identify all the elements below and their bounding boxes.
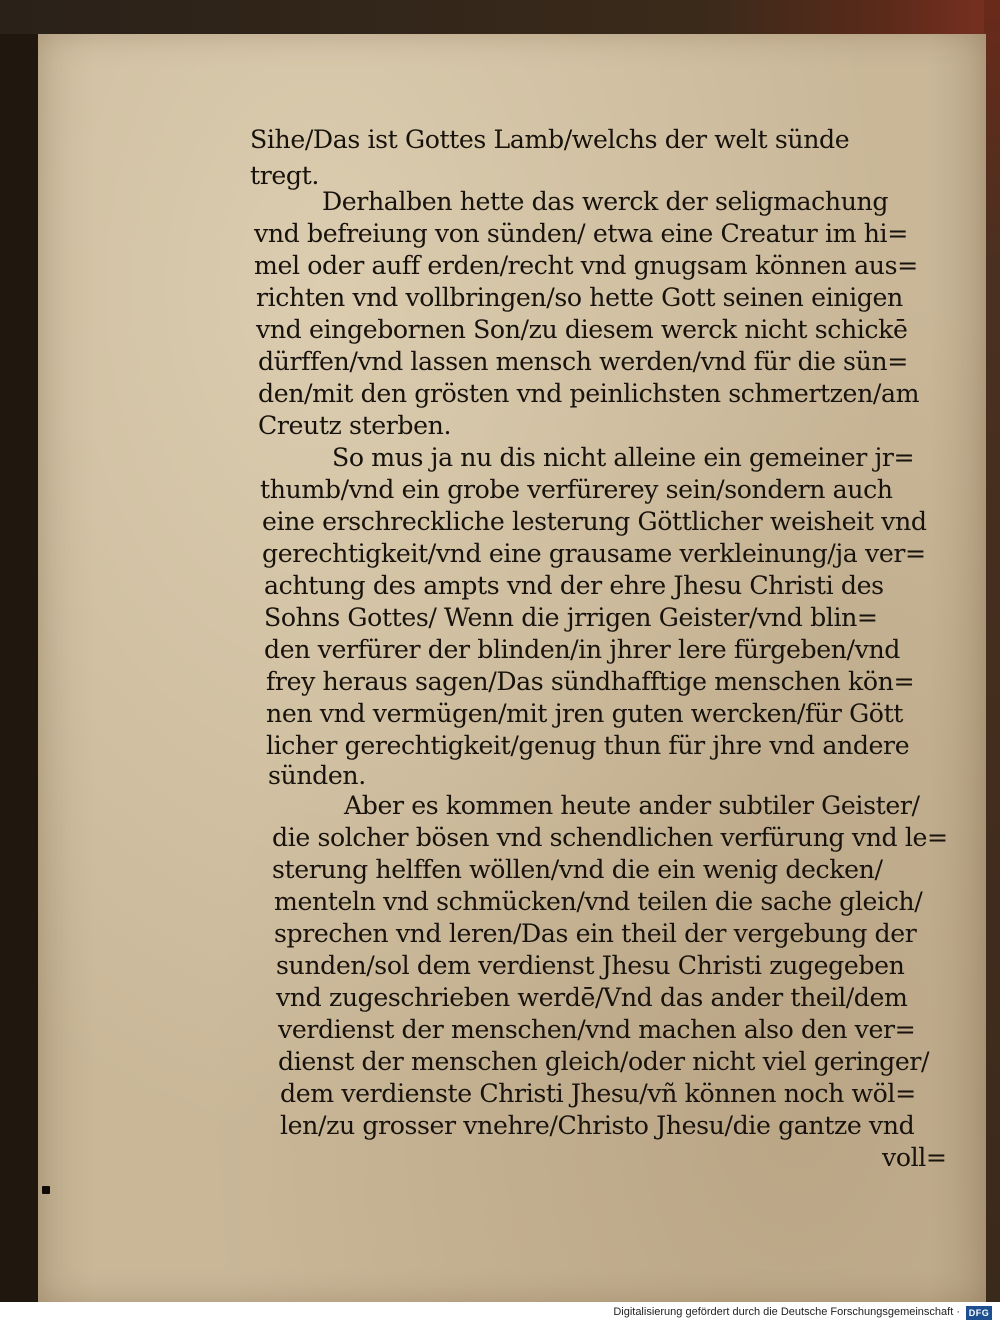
text-line: sprechen vnd leren/Das ein theil der vergebung der xyxy=(274,919,917,948)
text-line: mel oder auff erden/recht vnd gnugsam können aus= xyxy=(254,251,918,280)
text-line: den/mit den grösten vnd peinlichsten schmertzen/am xyxy=(258,379,920,408)
text-line: Sohns Gottes/ Wenn die jrrigen Geister/vnd blin= xyxy=(264,603,878,632)
text-line: tregt. xyxy=(250,161,319,190)
text-line: dürffen/vnd lassen mensch werden/vnd für die sün= xyxy=(258,347,908,376)
text-line: vnd zugeschrieben werdē/Vnd das ander theil/dem xyxy=(276,983,908,1012)
text-line: vnd befreiung von sünden/ etwa eine Creatur im hi= xyxy=(254,219,908,248)
text-line: Derhalben hette das werck der seligmachung xyxy=(322,187,889,216)
text-line: nen vnd vermügen/mit jren guten wercken/für Gött xyxy=(266,699,904,728)
text-line: Aber es kommen heute ander subtiler Geister/ xyxy=(344,791,920,820)
text-line: licher gerechtigkeit/genug thun für jhre vnd andere xyxy=(266,731,910,760)
text-line: eine erschreckliche lesterung Göttlicher weisheit vnd xyxy=(262,507,927,536)
text-line: Sihe/Das ist Gottes Lamb/welchs der welt sünde xyxy=(250,125,850,154)
text-line: menteln vnd schmücken/vnd teilen die sache gleich/ xyxy=(274,887,923,916)
dfg-logo-icon[interactable]: DFG xyxy=(966,1306,992,1320)
text-line: sünden. xyxy=(268,761,366,790)
text-line: den verfürer der blinden/in jhrer lere fürgeben/vnd xyxy=(264,635,900,664)
text-line: die solcher bösen vnd schendlichen verfürung vnd le= xyxy=(272,823,948,852)
text-line: frey heraus sagen/Das sündhafftige menschen kön= xyxy=(266,667,915,696)
text-line: achtung des ampts vnd der ehre Jhesu Christi des xyxy=(264,571,884,600)
footer-bar xyxy=(0,1302,1000,1324)
text-line: richten vnd vollbringen/so hette Gott seinen einigen xyxy=(256,283,903,312)
scanner-edge-top xyxy=(0,0,1000,34)
catchword: voll= xyxy=(882,1143,947,1172)
text-line: vnd eingebornen Son/zu diesem werck nicht schickē xyxy=(256,315,908,344)
text-line: So mus ja nu dis nicht alleine ein gemeiner jr= xyxy=(332,443,915,472)
text-line: dienst der menschen gleich/oder nicht viel geringer/ xyxy=(278,1047,930,1076)
text-line: gerechtigkeit/vnd eine grausame verkleinung/ja ver= xyxy=(262,539,926,568)
text-line: Creutz sterben. xyxy=(258,411,452,440)
text-line: sunden/sol dem verdienst Jhesu Christi zugegeben xyxy=(276,951,905,980)
text-line: dem verdienste Christi Jhesu/vñ können noch wöl= xyxy=(280,1079,916,1108)
text-line: thumb/vnd ein grobe verfürerey sein/sondern auch xyxy=(260,475,893,504)
funding-notice: Digitalisierung gefördert durch die Deutsche Forschungsgemeinschaft · xyxy=(613,1306,960,1318)
text-line: verdienst der menschen/vnd machen also den ver= xyxy=(278,1015,916,1044)
margin-mark xyxy=(42,1186,50,1194)
scanner-edge-right xyxy=(984,0,1000,1310)
text-line: sterung helffen wöllen/vnd die ein wenig decken/ xyxy=(272,855,883,884)
text-line: len/zu grosser vnehre/Christo Jhesu/die gantze vnd xyxy=(280,1111,915,1140)
